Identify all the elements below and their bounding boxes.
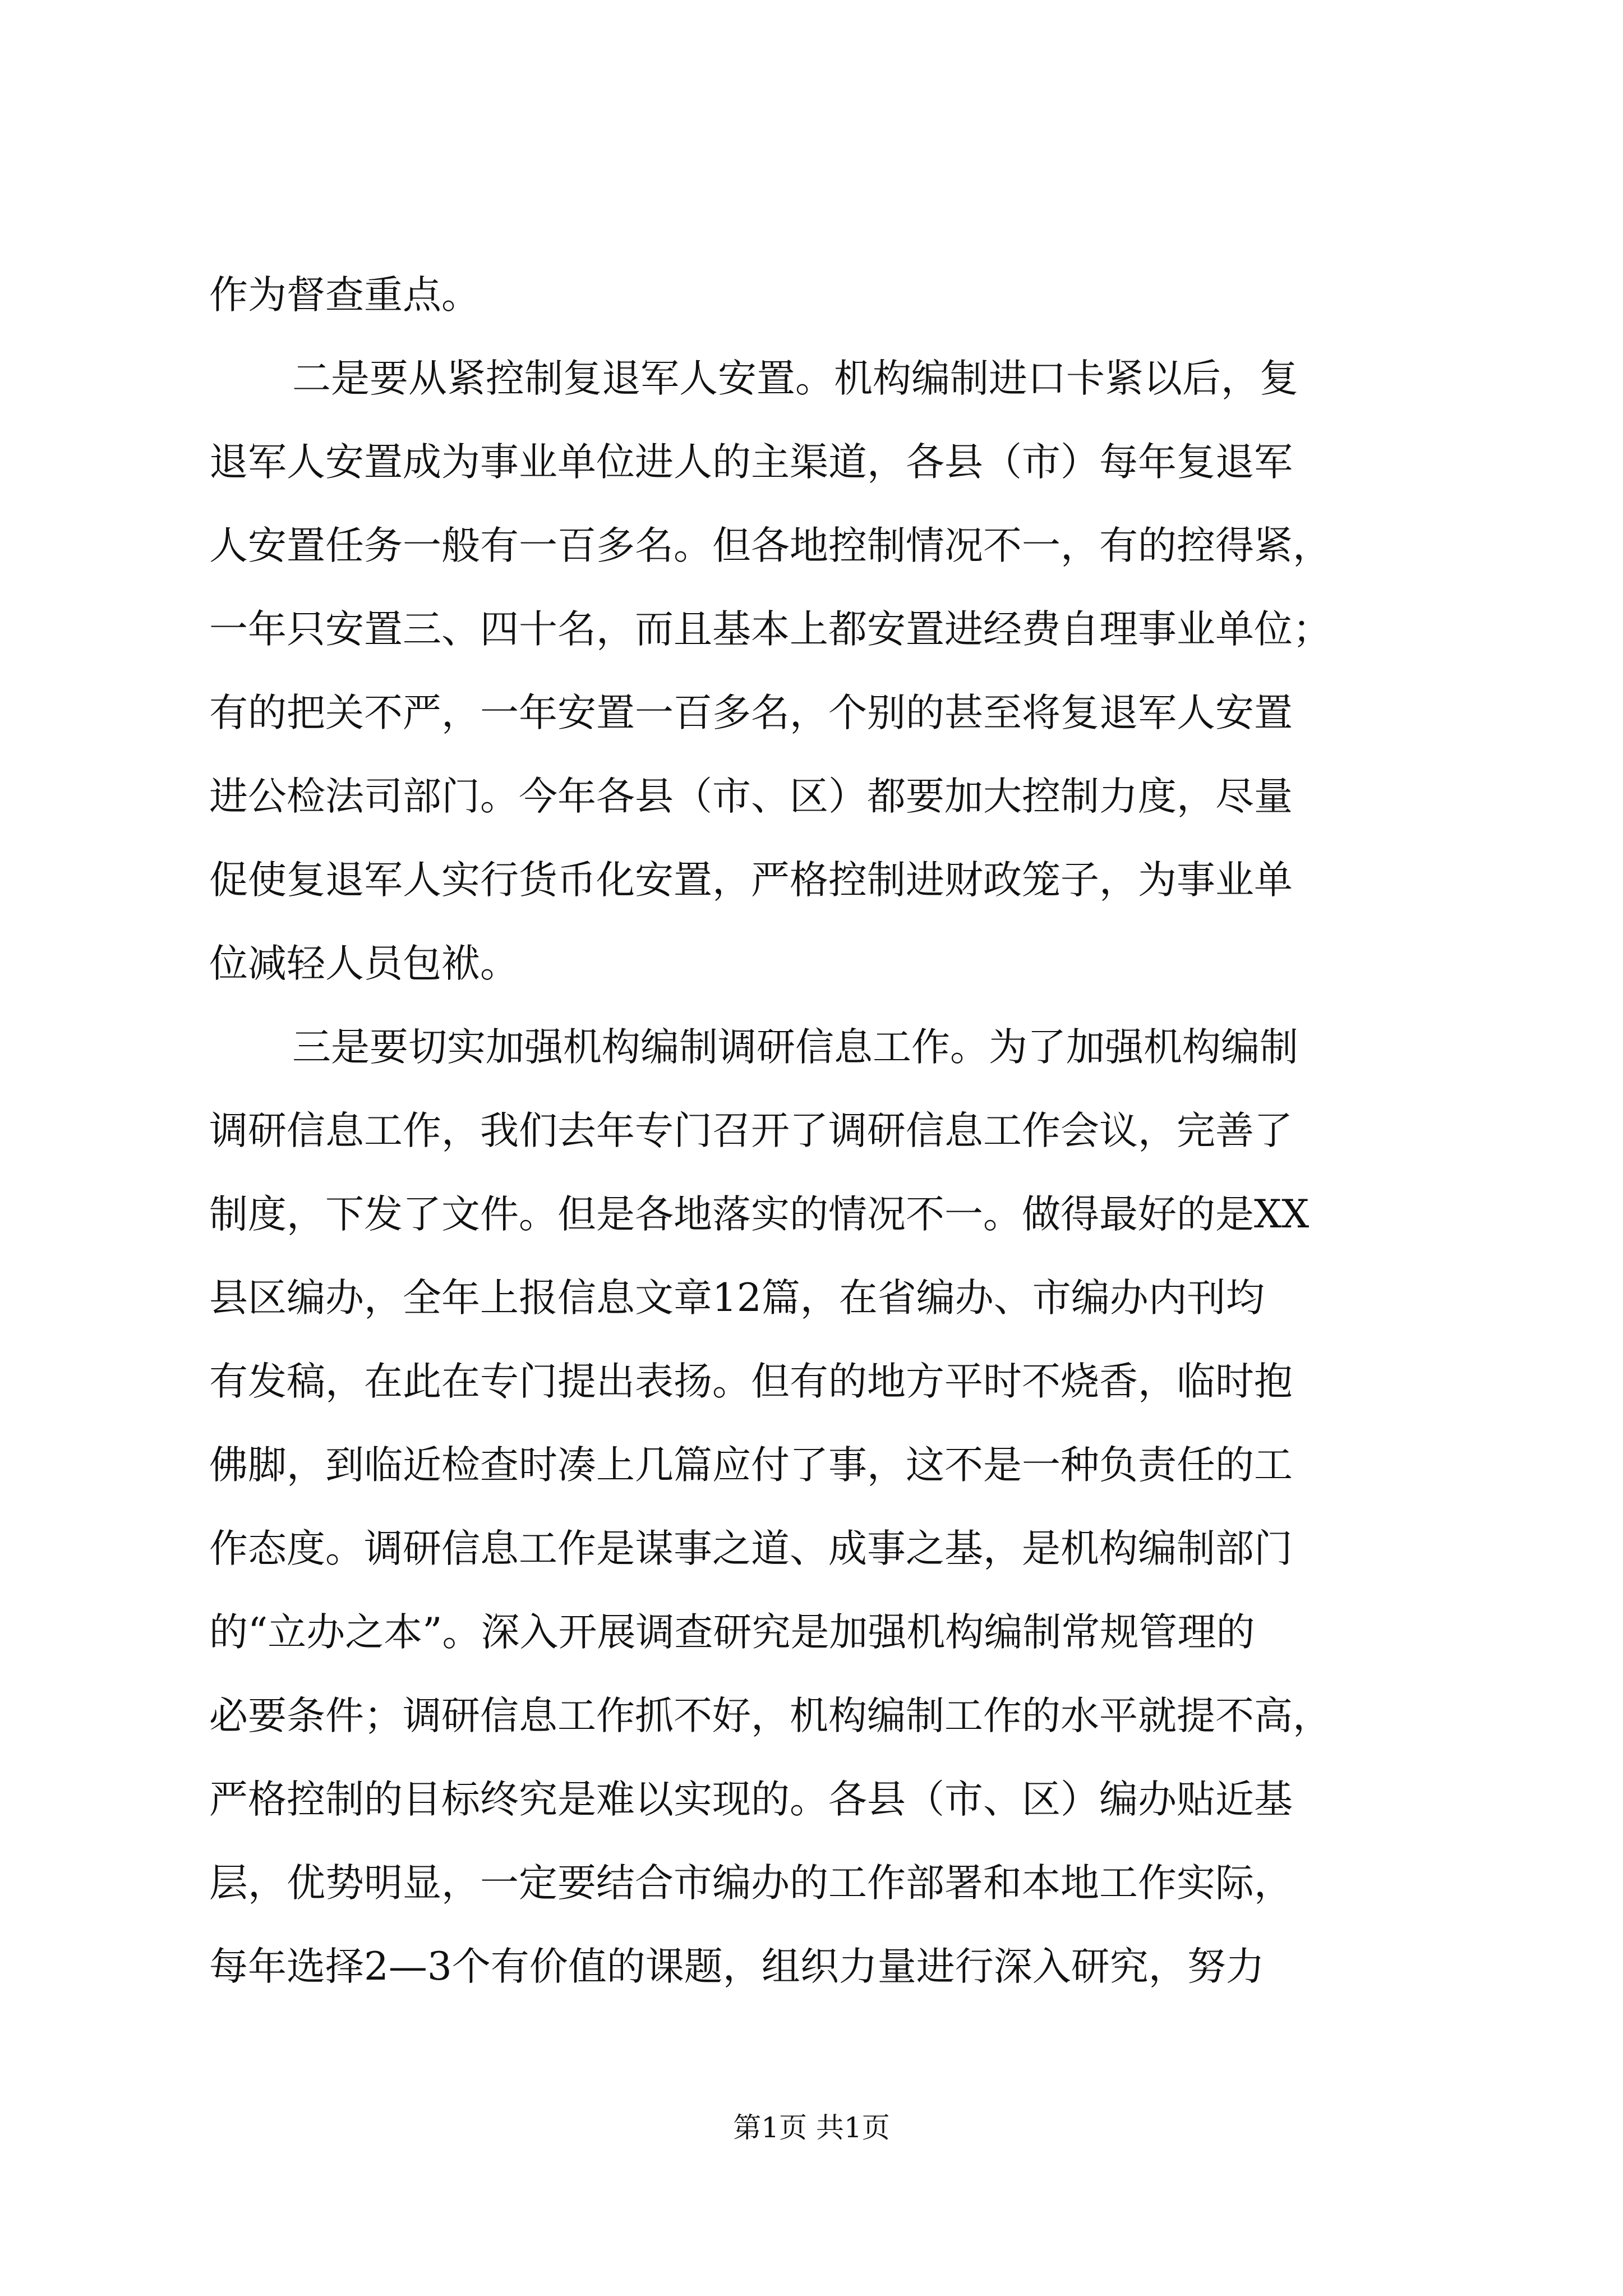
text-line: 促使复退军人实行货币化安置，严格控制进财政笼子，为事业单 — [209, 858, 1293, 903]
page-number-label: 第1页 共1页 — [733, 2111, 890, 2144]
text-line: 位减轻人员包袱。 — [209, 941, 519, 986]
text-line: 调研信息工作，我们去年专门召开了调研信息工作会议，完善了 — [209, 1108, 1293, 1153]
document-body — [209, 254, 1421, 2009]
paragraph-first-line: 二是要从紧控制复退军人安置。机构编制进口卡紧以后，复 — [292, 356, 1298, 401]
text-line: 退军人安置成为事业单位进人的主渠道，各县（市）每年复退军 — [209, 440, 1293, 485]
page-footer — [0, 2108, 1623, 2147]
text-line: 有发稿，在此在专门提出表扬。但有的地方平时不烧香，临时抱 — [209, 1359, 1293, 1404]
text-line: 每年选择2—3个有价值的课题，组织力量进行深入研究，努力 — [209, 1944, 1265, 1989]
paragraph-first-line: 三是要切实加强机构编制调研信息工作。为了加强机构编制 — [292, 1025, 1298, 1070]
text-line: 层，优势明显，一定要结合市编办的工作部署和本地工作实际， — [209, 1861, 1293, 1906]
text-line: 作为督查重点。 — [209, 273, 480, 318]
text-line: 一年只安置三、四十名，而且基本上都安置进经费自理事业单位； — [209, 607, 1331, 652]
text-line: 制度，下发了文件。但是各地落实的情况不一。做得最好的是XX — [209, 1192, 1310, 1237]
text-line: 人安置任务一般有一百多名。但各地控制情况不一，有的控得紧， — [209, 523, 1331, 568]
text-line: 有的把关不严，一年安置一百多名，个别的甚至将复退军人安置 — [209, 691, 1293, 735]
text-line: 佛脚，到临近检查时凑上几篇应付了事，这不是一种负责任的工 — [209, 1443, 1293, 1488]
text-line: 作态度。调研信息工作是谋事之道、成事之基，是机构编制部门 — [209, 1526, 1293, 1571]
text-line: 必要条件；调研信息工作抓不好，机构编制工作的水平就提不高， — [209, 1694, 1331, 1738]
text-line: 县区编办，全年上报信息文章12篇，在省编办、市编办内刊均 — [209, 1276, 1265, 1320]
text-line: 进公检法司部门。今年各县（市、区）都要加大控制力度，尽量 — [209, 774, 1293, 819]
text-line: 的“立办之本”。深入开展调查研究是加强机构编制常规管理的 — [209, 1610, 1255, 1655]
text-line: 严格控制的目标终究是难以实现的。各县（市、区）编办贴近基 — [209, 1777, 1293, 1822]
